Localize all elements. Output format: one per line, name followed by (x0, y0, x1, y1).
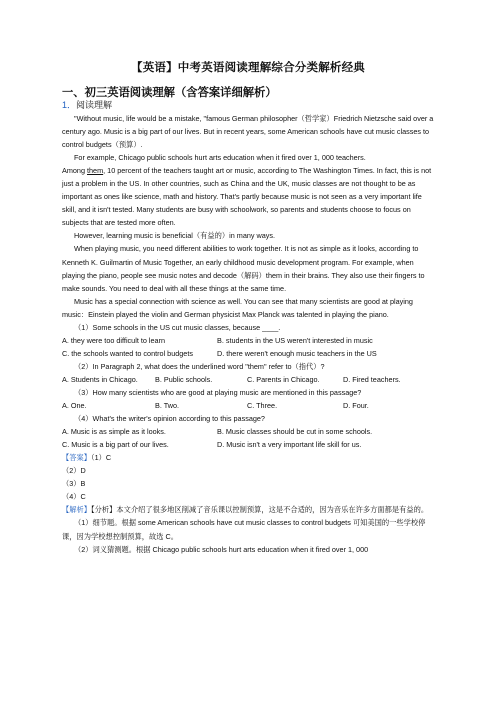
q4-option-a: A. Music is as simple as it looks. (62, 427, 166, 437)
analysis-label: 【解析】 (62, 505, 92, 515)
question-2-stem: （2）In Paragraph 2, what does the underlined word "them" refer to（指代）? (74, 361, 325, 371)
paragraph-5: Music has a special connection with science as well. You can see that many scientists are good at playing music：Einstein played the violin and German physicist Max Planck was talented in playing the piano. (62, 296, 413, 319)
question-4-options-row-2 (62, 438, 434, 451)
answer-label: 【答案】 (62, 453, 92, 463)
q1-option-d: D. there weren't enough music teachers in the US (217, 348, 377, 358)
q3-option-c: C. Three. (247, 401, 278, 411)
question-1-options-row-2 (62, 347, 434, 360)
q4-option-d: D. Music isn't a very important life skill for us. (217, 440, 362, 450)
analysis-text: 【分析】本文介绍了很多地区削减了音乐课以控制预算，这是不合适的，因为音乐在许多方面都是有益的。 (91, 505, 429, 515)
underlined-word-them: them (87, 166, 104, 176)
section-heading: 一、初三英语阅读理解（含答案详细解析） (62, 87, 277, 99)
answer-4: （4）C (62, 492, 86, 502)
paragraph-2b: Among them, 10 percent of the teachers taught art or music, according to The Washington Times. In fact, this is not just a problem in the US. In other countries, such as China and the UK, music classes are not thought to be as important as ones like science, math and history. That's partly because music is not seen as a very important life skill, and it isn't tested. Many students are busy with schoolwork, so parents and students choose to focus on subjects that are tested more often. (62, 166, 432, 228)
question-1-stem: （1）Some schools in the US cut music classes, because ____. (74, 322, 281, 332)
q2-option-b: B. Public schools. (155, 374, 213, 384)
question-3-options (62, 399, 434, 412)
question-4-options-row-1 (62, 425, 434, 438)
answer-1: （1）C (91, 453, 112, 463)
question-1-options-row-1 (62, 334, 434, 347)
answer-line (62, 451, 434, 464)
q4-option-c: C. Music is a big part of our lives. (62, 440, 169, 450)
q1-option-c: C. the schools wanted to control budgets (62, 348, 193, 358)
analysis-line (62, 503, 434, 516)
q2-option-c: C. Parents in Chicago. (247, 374, 320, 384)
paragraph-2a: For example, Chicago public schools hurt arts education when it fired over 1, 000 teachers. (74, 153, 366, 163)
item-heading (62, 98, 112, 111)
item-number: 1． (62, 100, 77, 110)
analysis-1: （1）细节题。根据 some American schools have cut music classes to control budgets 可知美国的一些学校停课，因为学校想控制预算，故选 C。 (62, 518, 426, 541)
q2-option-a: A. Students in Chicago. (62, 374, 138, 384)
answer-2: （2）D (62, 466, 86, 476)
q3-option-d: D. Four. (343, 401, 369, 411)
q4-option-b: B. Music classes should be cut in some schools. (217, 427, 373, 437)
question-4-stem: （4）What's the writer's opinion according to this passage? (74, 414, 265, 424)
paragraph-4: When playing music, you need different abilities to work together. It is not as simple as it looks, according to Kenneth K. Guilmartin of Music Together, an early childhood music development program. For example, when playing the piano, people see music notes and decode（解码）them in their brains. They also use their fingers to make sounds. You need to deal with all these things at the same time. (62, 244, 425, 293)
passage-content (62, 112, 434, 556)
paragraph-2-rest: 10 percent of the teachers taught art or music, according to The Washington Times. In fact, this is not just a problem in the US. In other countries, such as China and the UK, music classes are not thought to be as important as ones like science, math and history. That's partly because music is not seen as a very important life skill, and it isn't tested. Many students are busy with schoolwork, so parents and students choose to focus on subjects that are tested more often. (62, 166, 432, 228)
analysis-2: （2）词义猜测题。根据 Chicago public schools hurt arts education when it fired over 1, 000 (74, 544, 369, 554)
among-prefix: Among (62, 166, 87, 176)
paragraph-3: However, learning music is beneficial（有益的）in many ways. (74, 231, 276, 241)
answer-3: （3）B (62, 479, 86, 489)
question-3-stem: （3）How many scientists who are good at playing music are mentioned in this passage? (74, 387, 362, 397)
question-2-options (62, 373, 434, 386)
item-label: 阅读理解 (76, 100, 113, 110)
q2-option-d: D. Fired teachers. (343, 374, 401, 384)
document-title: 【英语】中考英语阅读理解综合分类解析经典 (131, 62, 365, 74)
q3-option-a: A. One. (62, 401, 87, 411)
q1-option-b: B. students in the US weren't interested in music (217, 335, 373, 345)
q3-option-b: B. Two. (155, 401, 180, 411)
paragraph-1: "Without music, life would be a mistake, "famous German philosopher（哲学家）Friedrich Nietzsche said over a century ago. Music is a big part of our lives. But in recent years, some American schools have cut music classes to control budgets（预算）. (62, 114, 434, 150)
q1-option-a: A. they were too difficult to learn (62, 335, 166, 345)
